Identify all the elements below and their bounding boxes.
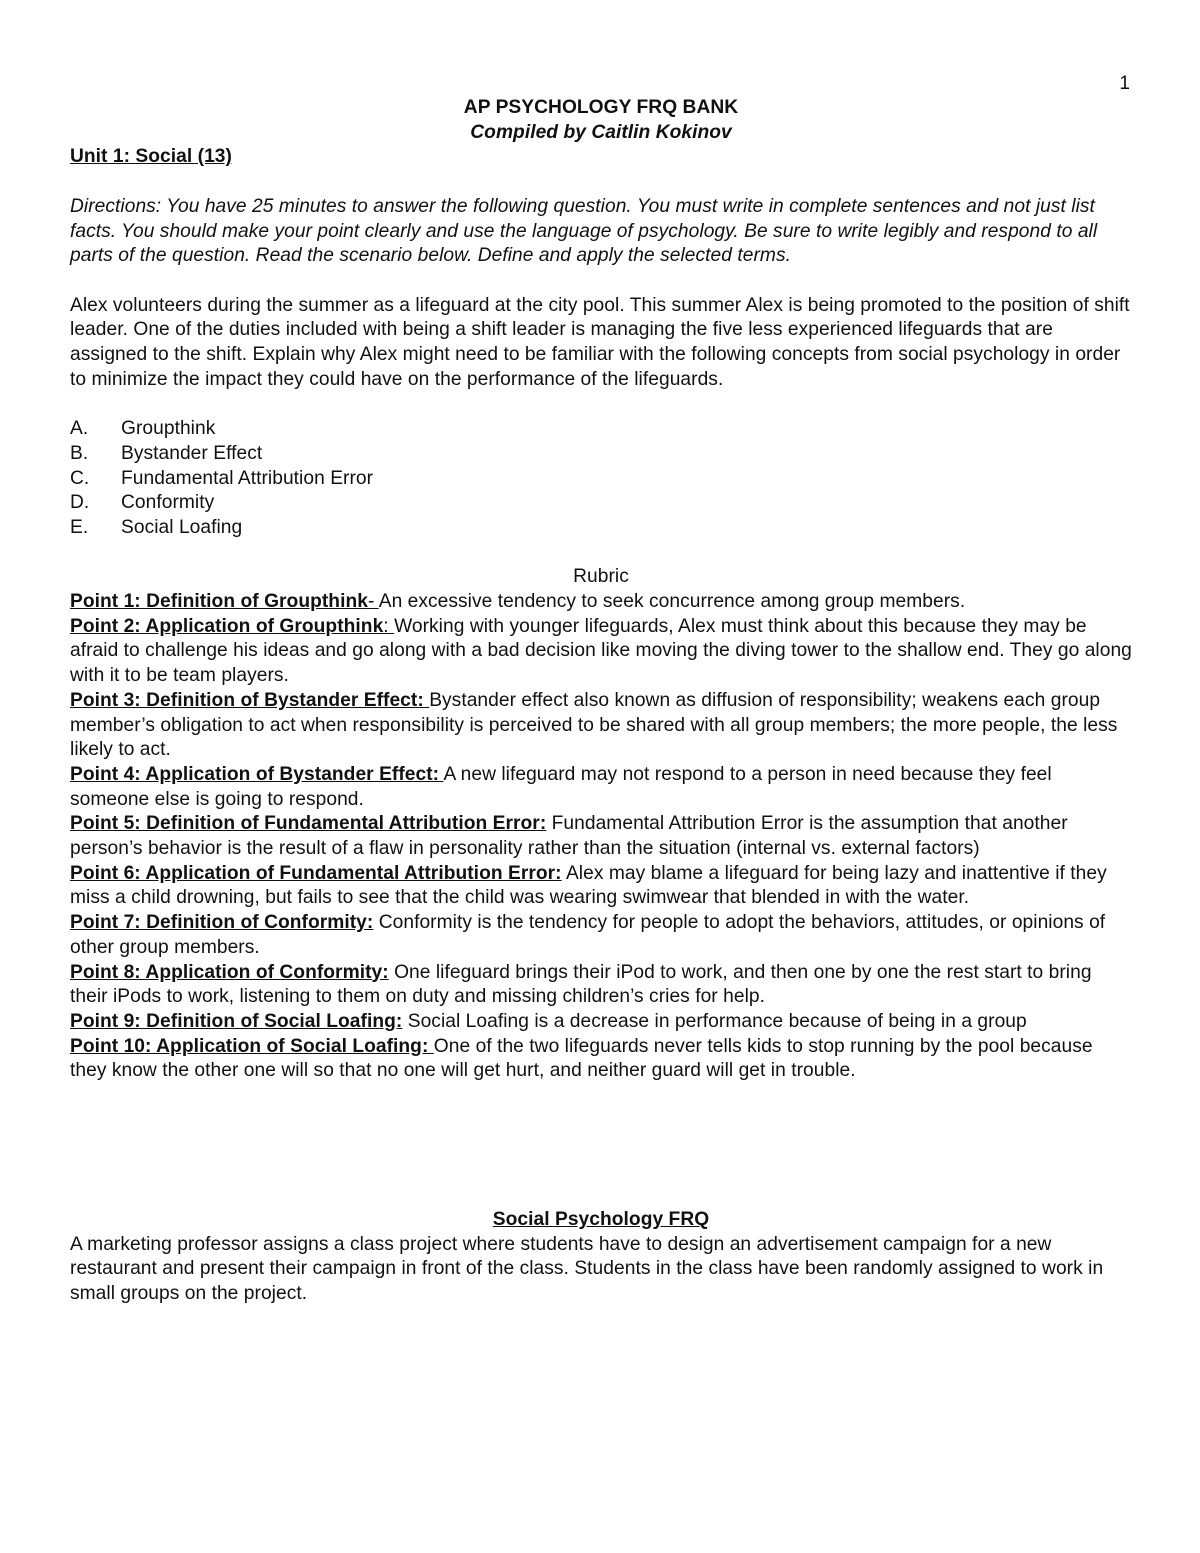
rubric-point-text: A new lifeguard may not respond to a person in need because they feel someone else is going to respond.: [70, 763, 1052, 810]
rubric-point: [70, 615, 1132, 689]
section-title: Social Psychology FRQ: [492, 1209, 710, 1231]
list-item: [70, 417, 1132, 442]
rubric-point-text: Bystander effect also known as diffusion of responsibility; weakens each group member’s obligation to act when responsibility is perceived to be shared with all group members; the more people, the less likely to act.: [70, 689, 1118, 761]
list-letter: E.: [70, 516, 89, 538]
rubric-point-text: Fundamental Attribution Error is the assumption that another person’s behavior is the result of a flaw in personality rather than the situation (internal vs. external factors): [70, 813, 1068, 860]
rubric-point-label: Point 8: Application of Conformity:: [70, 961, 389, 983]
rubric-point-label: Point 1: Definition of Groupthink: [70, 591, 368, 612]
list-term: Fundamental Attribution Error: [121, 467, 374, 489]
unit-heading: Unit 1: Social (13): [70, 146, 232, 168]
rubric-point-label: Point 6: Application of Fundamental Attribution Error:: [70, 862, 562, 884]
list-term: Bystander Effect: [121, 442, 263, 464]
rubric-point: [70, 689, 1132, 763]
rubric-point-label: Point 9: Definition of Social Loafing:: [70, 1010, 403, 1032]
list-term: Groupthink: [121, 418, 216, 440]
rubric-point: [70, 590, 1132, 615]
scenario-paragraph: Alex volunteers during the summer as a lifeguard at the city pool. This summer Alex is being promoted to the position of shift leader. One of the duties included with being a shift leader is managing the five less experienced lifeguards that are assigned to the shift. Explain why Alex might need to be familiar with the following concepts from social psychology in order to minimize the impact they could have on the performance of the lifeguards.: [70, 294, 1130, 390]
page-number: 1: [1119, 73, 1130, 94]
list-term: Conformity: [121, 492, 215, 514]
rubric-point: [70, 961, 1132, 1010]
rubric-point-label: Point 2: Application of Groupthink: [70, 615, 384, 637]
document-subtitle: Compiled by Caitlin Kokinov: [470, 121, 732, 143]
list-term: Social Loafing: [121, 516, 243, 538]
rubric-point-label: Point 4: Application of Bystander Effect:: [70, 763, 440, 785]
list-item: [70, 467, 1132, 492]
rubric-point-text: Working with younger lifeguards, Alex must think about this because they may be afraid to challenge his ideas and go along with a bad decision like moving the diving tower to the shallow end. They go along with it to be team players.: [70, 615, 1132, 687]
rubric-point: [70, 911, 1132, 960]
rubric-point: [70, 763, 1132, 812]
rubric-point: [70, 862, 1132, 911]
list-letter: C.: [70, 467, 90, 489]
rubric-point-label: Point 3: Definition of Bystander Effect:: [70, 689, 424, 711]
rubric-point: [70, 812, 1132, 861]
rubric-point-separator: -: [367, 591, 379, 612]
rubric-point-text: Conformity is the tendency for people to adopt the behaviors, attitudes, or opinions of other group members.: [70, 912, 1106, 958]
rubric-point-label: Point 5: Definition of Fundamental Attribution Error:: [70, 813, 547, 835]
document-title: AP PSYCHOLOGY FRQ BANK: [463, 97, 739, 118]
rubric-point-text: An excessive tendency to seek concurrence among group members.: [378, 591, 966, 612]
document-content: [70, 96, 1132, 1307]
list-letter: A.: [70, 418, 89, 440]
directions-paragraph: Directions: You have 25 minutes to answer the following question. You must write in complete sentences and not just list facts. You should make your point clearly and use the language of psychology. Be sure to write legibly and respond to all parts of the question. Read the scenario below. Define and apply the selected terms.: [70, 195, 1098, 267]
rubric-title: Rubric: [573, 566, 629, 588]
rubric-point-text: Alex may blame a lifeguard for being lazy and inattentive if they miss a child drowning, but fails to see that the child was wearing swimwear that blended in with the water.: [70, 862, 1107, 909]
rubric-point-text: One lifeguard brings their iPod to work, and then one by one the rest start to bring their iPods to work, listening to them on duty and missing children’s cries for help.: [70, 961, 1092, 1008]
section-paragraph: A marketing professor assigns a class project where students have to design an advertisement campaign for a new restaurant and present their campaign in front of the class. Students in the class have been randomly assigned to work in small groups on the project.: [70, 1233, 1104, 1305]
list-letter: B.: [70, 442, 89, 464]
rubric-point-label: Point 7: Definition of Conformity:: [70, 912, 374, 934]
rubric-point-text: Social Loafing is a decrease in performance because of being in a group: [407, 1010, 1027, 1032]
rubric-point-label: Point 10: Application of Social Loafing:: [70, 1035, 429, 1057]
rubric-points: [70, 590, 1132, 1084]
list-letter: D.: [70, 492, 90, 514]
terms-list: [70, 417, 1132, 541]
rubric-point-separator: :: [383, 615, 395, 637]
list-item: [70, 516, 1132, 541]
rubric-point: [70, 1010, 1132, 1035]
rubric-point: [70, 1035, 1132, 1084]
list-item: [70, 491, 1132, 516]
list-item: [70, 442, 1132, 467]
rubric-point-text: One of the two lifeguards never tells kids to stop running by the pool because they know the other one will so that no one will get hurt, and neither guard will get in trouble.: [70, 1035, 1093, 1082]
